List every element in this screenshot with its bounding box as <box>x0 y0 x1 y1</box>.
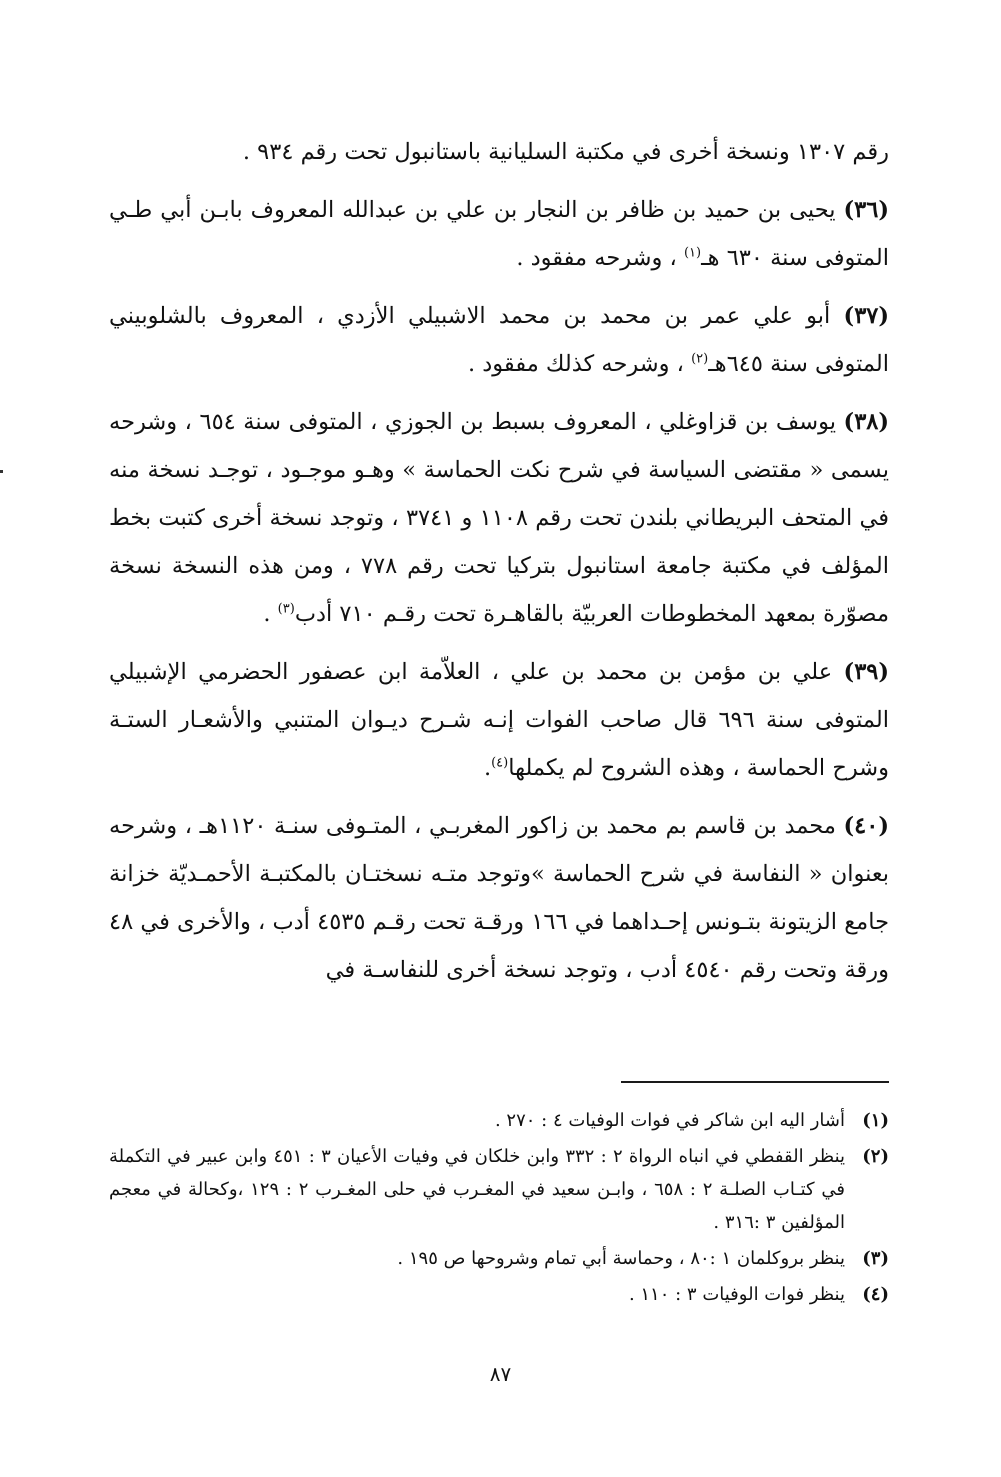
footnote-separator <box>621 1081 889 1083</box>
footnote-text: أشار اليه ابن شاكر في فوات الوفيات ٤ : ٢٧٠ . <box>494 1110 845 1131</box>
footnote-ref[interactable]: (١) <box>683 245 702 261</box>
entry-37 <box>109 292 889 388</box>
entry-text: يوسف بن قزاوغلي ، المعروف بسبط بن الجوزي ، المتوفى سنة ٦٥٤ ، وشرحه يسمى « مقتضى السياسة في شرح نكت الحماسة » وهـو موجـود ، توجـد نسخة منه في المتحف البريطاني بلندن تحت رقم ١١٠٨ و ٣٧٤١ ، وتوجد نسخة أخرى كتبت بخط المؤلف في مكتبة جامعة استانبول بتركيا تحت رقم ٧٧٨ ، ومن هذه النسخة نسخة مصوّرة بمعهد المخطوطات العربيّة بالقاهـرة تحت رقـم ٧١٠ أدب <box>109 409 890 627</box>
entry-40 <box>109 802 889 994</box>
entry-36 <box>109 186 889 282</box>
footnote-item <box>109 1242 889 1275</box>
entry-38 <box>109 398 889 638</box>
entry-number: (٤٠) <box>843 813 889 839</box>
entry-text: علي بن مؤمن بن محمد بن علي ، العلاّمة ابن عصفور الحضرمي الإشبيلي المتوفى سنة ٦٩٦ قال صاحب الفوات إنـه شـرح ديـوان المتنبي والأشعـار الستـة وشرح الحماسة ، وهذه الشروح لم يكملها <box>109 659 889 781</box>
footnote-item <box>109 1104 889 1137</box>
footnote-number: (٤) <box>862 1284 889 1305</box>
footnote-item <box>109 1140 889 1239</box>
entry-number: (٣٨) <box>843 409 890 435</box>
footnote-text: ينظر بروكلمان ١ :٨٠ ، وحماسة أبي تمام وشروحها ص ١٩٥ . <box>397 1248 845 1269</box>
entry-text-end: ، وشرحه كذلك مفقود . <box>467 351 684 377</box>
scan-edge-mark <box>0 470 3 473</box>
entry-text-end: ، وشرحه مفقود . <box>516 245 677 271</box>
entry-39 <box>109 648 889 792</box>
continuation-paragraph: رقم ١٣٠٧ ونسخة أخرى في مكتبة السليانية باستانبول تحت رقم ٩٣٤ . <box>242 139 889 165</box>
page-number: ٨٧ <box>489 1362 512 1386</box>
entry-number: (٣٧) <box>843 303 890 329</box>
footnote-text: ينظر فوات الوفيات ٣ : ١١٠ . <box>628 1284 845 1305</box>
entry-text-end: . <box>263 601 271 627</box>
entry-text: محمد بن قاسم بم محمد بن زاكور المغربـي ، المتـوفى سنـة ١١٢٠هـ ، وشرحه بعنوان « النفاسة في شرح الحماسة »وتوجد متـه نسختـان بالمكتبـة الأحمـديّة خزانة جامع الزيتونة بتـونس إحـداهما في ١٦٦ ورقـة تحت رقـم ٤٥٣٥ أدب ، والأخرى في ٤٨ ورقة وتحت رقم ٤٥٤٠ أدب ، وتوجد نسخة أخرى للنفاسـة في <box>109 813 889 983</box>
footnote-ref[interactable]: (٣) <box>277 601 295 617</box>
footnote-item <box>109 1278 889 1311</box>
main-text <box>109 128 889 1004</box>
entry-text: أبو علي عمر بن محمد بن محمد الاشبيلي الأزدي ، المعروف بالشلوبيني المتوفى سنة ٦٤٥هـ <box>109 303 889 377</box>
footnote-number: (٢) <box>862 1146 889 1167</box>
footnote-number: (١) <box>862 1110 889 1131</box>
entry-text-end: . <box>483 755 492 781</box>
footnote-text: ينظر القفطي في انباه الرواة ٢ : ٣٣٢ وابن خلكان في وفيات الأعيان ٣ : ٤٥١ وابن عبير في التكملة في كتـاب الصلـة ٢ : ٦٥٨ ، وابـن سعيد في المغـرب في حلى المغـرب ٢ : ١٢٩ ،وكحالة في معجم المؤلفين ٣ :٣١٦ . <box>109 1146 846 1233</box>
footnote-ref[interactable]: (٢) <box>691 351 709 367</box>
entry-number: (٣٩) <box>843 659 890 685</box>
footnote-ref[interactable]: (٤) <box>491 755 509 771</box>
entry-text: يحيى بن حميد بن ظافر بن النجار بن علي بن عبدالله المعروف بابـن أبي طـي المتوفى سنة ٦٣٠ هـ <box>109 197 889 271</box>
footnotes <box>109 1104 889 1314</box>
footnote-number: (٣) <box>862 1248 889 1269</box>
entry-number: (٣٦) <box>843 197 889 223</box>
